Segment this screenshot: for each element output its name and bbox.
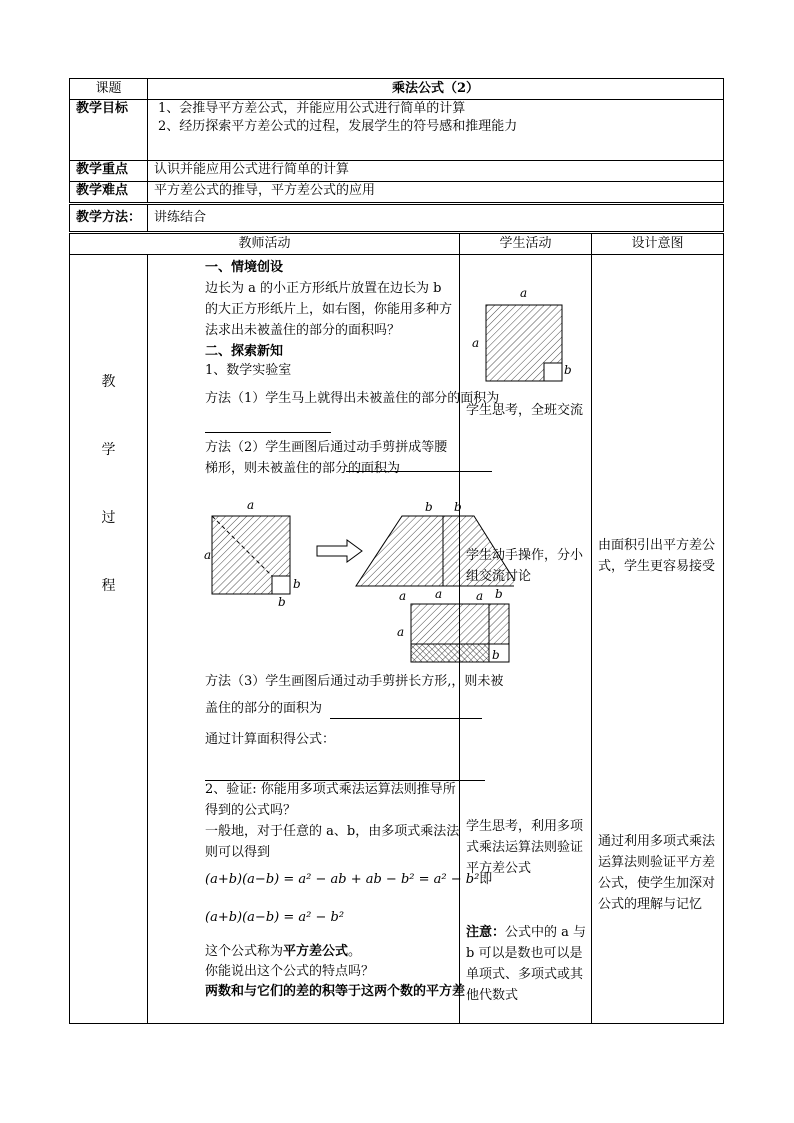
arrow-right-icon: [317, 540, 362, 562]
label-b: b: [425, 500, 433, 514]
key-point-text: 认识并能应用公式进行简单的计算: [148, 161, 724, 182]
label-b: b: [495, 587, 503, 601]
small-square: [544, 363, 562, 381]
key-point-label: 教学重点: [70, 161, 148, 182]
goals-label: 教学目标: [70, 100, 148, 161]
calc-text: 通过计算面积得公式：: [205, 732, 336, 747]
topic-label: 课题: [70, 79, 148, 100]
feature-question: 你能说出这个公式的特点吗？: [205, 964, 375, 979]
col-student: 学生活动: [460, 233, 592, 255]
lesson-plan: [69, 78, 723, 1024]
method-1: 方法（1）学生马上就得出未被盖住的部分的面积为: [205, 391, 500, 406]
side-char: 程: [101, 578, 116, 594]
method-text: 讲练结合: [148, 204, 724, 233]
label-a: a: [476, 589, 484, 603]
side-char: 学: [101, 442, 116, 458]
lab-title: 1、数学实验室: [205, 363, 292, 378]
label-a: a: [520, 286, 528, 300]
side-label-cell: [70, 255, 148, 1024]
goal-item: 2、经历探索平方差公式的过程，发展学生的符号感和推理能力: [158, 119, 518, 134]
label-a: a: [247, 498, 255, 512]
label-a: a: [204, 548, 212, 562]
label-b: b: [278, 595, 286, 609]
method-2: 方法（2）学生画图后通过动手剪拼成等腰梯形，则未被盖住的部分的面积为: [205, 440, 448, 476]
verify-text: 2、验证: 你能用多项式乘法运算法则推导所得到的公式吗？: [205, 782, 456, 818]
lesson-table: [69, 78, 724, 1024]
label-b: b: [564, 363, 572, 377]
formula-name: 这个公式称为平方差公式。: [205, 944, 362, 959]
method-label: 教学方法：: [70, 204, 148, 233]
col-design: 设计意图: [592, 233, 724, 255]
design-cell: [592, 255, 724, 1024]
label-a: a: [435, 587, 443, 601]
difficulty-text: 平方差公式的推导，平方差公式的应用: [148, 182, 724, 204]
side-char: 过: [101, 510, 116, 526]
label-a: a: [399, 589, 407, 603]
section-1-text: 边长为 a 的小正方形纸片放置在边长为 b 的大正方形纸片上，如右图，你能用多种方法求出未被盖住的部分的面积吗？: [205, 281, 453, 338]
page-title: 乘法公式（2）: [148, 79, 724, 100]
design-note-1: 由面积引出平方差公式，学生更容易接受: [598, 538, 716, 574]
side-char: 教: [101, 374, 116, 390]
method-3-cont: 盖住的部分的面积为: [205, 698, 482, 719]
col-teacher: 教师活动: [70, 233, 460, 255]
feature-answer: 两数和与它们的差的积等于这两个数的平方差: [205, 984, 466, 999]
student-note: 注意：公式中的 a 与 b 可以是数也可以是单项式、多项式或其他代数式: [466, 925, 587, 1003]
teacher-cell: [148, 255, 504, 1024]
label-a: a: [472, 336, 480, 350]
label-b: b: [454, 500, 462, 514]
goal-item: 1、会推导平方差公式，并能应用公式进行简单的计算: [158, 101, 466, 116]
equation-1: (a+b)(a−b) = a² − ab + ab − b² = a² − b²即: [205, 872, 493, 887]
general-text: 一般地，对于任意的 a、b，由多项式乘法法则可以得到: [205, 824, 460, 860]
label-b: b: [293, 577, 301, 591]
small-square: [272, 576, 290, 594]
difficulty-label: 教学难点: [70, 182, 148, 204]
design-note-2: 通过利用多项式乘法运算法则验证平方差公式，使学生加深对公式的理解与记忆: [598, 834, 716, 912]
label-b: b: [492, 648, 500, 662]
label-a: a: [397, 625, 405, 639]
method-3: 方法（3）学生画图后通过动手剪拼长方形,，则未被: [205, 674, 504, 689]
student-think-2: 学生思考，利用多项式乘法运算法则验证平方差公式: [466, 819, 584, 876]
student-think-1: 学生思考，全班交流: [466, 403, 584, 418]
section-2-title: 二、探索新知: [205, 344, 284, 359]
student-hands-on: 学生动手操作，分小组交流讨论: [466, 548, 584, 584]
formula-blank: [205, 760, 485, 781]
goals-cell: [148, 100, 724, 161]
section-1-title: 一、情境创设: [205, 260, 284, 275]
student-cell: [460, 255, 592, 1024]
square-diagram: [460, 283, 590, 413]
equation-2: (a+b)(a−b) = a² − b²: [205, 910, 345, 925]
answer-blank: [205, 412, 331, 433]
